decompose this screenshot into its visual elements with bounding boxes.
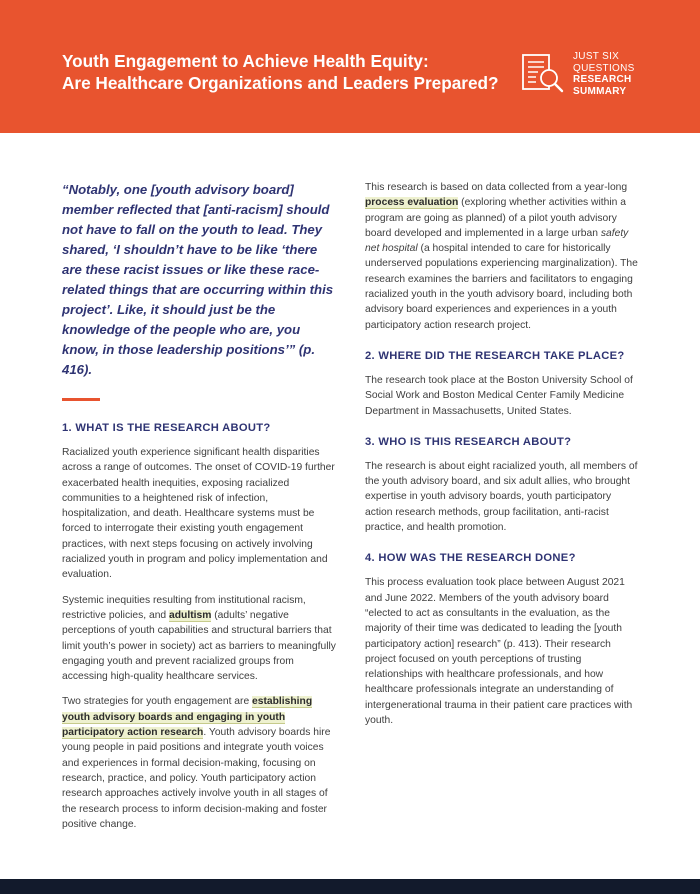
badge-line-3: RESEARCH	[573, 74, 632, 85]
section-1-heading: 1. WHAT IS THE RESEARCH ABOUT?	[62, 422, 271, 434]
highlight-strategies: establishing youth advisory boards and engaging in youth participatory action research	[62, 696, 313, 739]
section-1-paragraph-3	[62, 694, 338, 832]
text-run: . Youth advisory boards hire young people in paid positions and integrate youth voices and experiences in formal decision-making, focusing on research, practice, and policy. Youth participatory action research approaches actively involve youth in all stages of the research process to inform decision-making and foster positive change.	[62, 727, 331, 830]
highlight-process-evaluation: process evaluation	[365, 197, 459, 209]
badge-line-2: QUESTIONS	[573, 62, 635, 74]
text-run: Two strategies for youth engagement are	[62, 696, 253, 708]
intro-paragraph	[365, 180, 641, 333]
text-run: Systemic inequities resulting from institutional racism, restrictive policies, and	[62, 594, 306, 621]
pull-quote: “Notably, one [youth advisory board] member reflected that [anti-racism] should not have to fall on the youth to lead. They shared, ‘I shouldn’t have to be like ‘there are these racist issues or like these race-related things that are occurring within this project’. Like, it should just be the knowledge of the people who are, you know, in those leadership positions’” (p. 416).	[62, 182, 334, 377]
highlight-adultism: adultism	[169, 609, 212, 621]
section-2-paragraph: The research took place at the Boston University School of Social Work and Boston Medical Center Family Medicine Department in Massachusetts, United States.	[365, 374, 633, 417]
italic-safety-net: safety net hospital	[365, 227, 629, 255]
badge-line-4: SUMMARY	[573, 85, 627, 97]
page-title	[62, 50, 502, 94]
right-column	[365, 180, 641, 738]
badge-line-1: JUST SIX	[573, 51, 620, 62]
left-column	[62, 180, 338, 842]
header-banner	[0, 0, 700, 133]
badge-text	[573, 51, 635, 97]
section-4-paragraph: This process evaluation took place between August 2021 and June 2022. Members of the youth advisory board “elected to act as consultants in the evaluation, as the majority of their time was dedicated to leading the [youth participatory action] research” (p. 413). Their research project focused on youth perceptions of trusting relationships with healthcare professionals, and how healthcare professionals integrate an understanding of intergenerational trauma in their patient care practices with youth.	[365, 577, 633, 727]
quote-divider	[62, 398, 100, 401]
section-3-paragraph: The research is about eight racialized youth, all members of the youth advisory board, and six adult allies, who brought expertise in youth advisory boards, youth participatory action research methods, group facilitation, anti-racist practice, and health promotion.	[365, 460, 638, 534]
section-1-paragraph-1: Racialized youth experience significant health disparities across a range of outcomes. The onset of COVID-19 further exacerbated health inequities, exposing racialized communities to a heightened risk of infection, hospitalization, and death. Healthcare systems must be forced to interrogate their existing youth engagement practices, with next steps focusing on actively involving racialized youth in program and policy implementation and evaluation.	[62, 447, 335, 581]
research-summary-badge	[520, 50, 670, 100]
text-run: This research is based on data collected from a year-long	[365, 182, 628, 193]
text-run: (adults’ negative perceptions of youth capabilities and structural barriers that limit youth’s power in society) act as barriers to meaningfully engaging youth and prevent racialized groups from accessing high-quality healthcare services.	[62, 609, 336, 683]
section-4-heading: 4. HOW WAS THE RESEARCH DONE?	[365, 552, 576, 565]
title-line-2: Are Healthcare Organizations and Leaders Prepared?	[62, 73, 499, 93]
document-magnifier-icon	[520, 50, 566, 96]
text-run: (exploring whether activities within a program are going as planned) of a pilot youth advisory board developed and implemented in a large urban	[365, 197, 626, 239]
section-3-heading: 3. WHO IS THIS RESEARCH ABOUT?	[365, 435, 572, 448]
section-1-paragraph-2	[62, 593, 338, 685]
title-line-1: Youth Engagement to Achieve Health Equity:	[62, 51, 429, 71]
section-2-heading: 2. WHERE DID THE RESEARCH TAKE PLACE?	[365, 349, 625, 362]
footer-bar	[0, 879, 700, 894]
text-run: (a hospital intended to care for historically underserved populations experiencing marginalization). The research examines the barriers and facilitators to engaging racialized youth in the youth advisory board, including both advisory board experiences and experiences in a youth participatory action research project.	[365, 243, 638, 331]
